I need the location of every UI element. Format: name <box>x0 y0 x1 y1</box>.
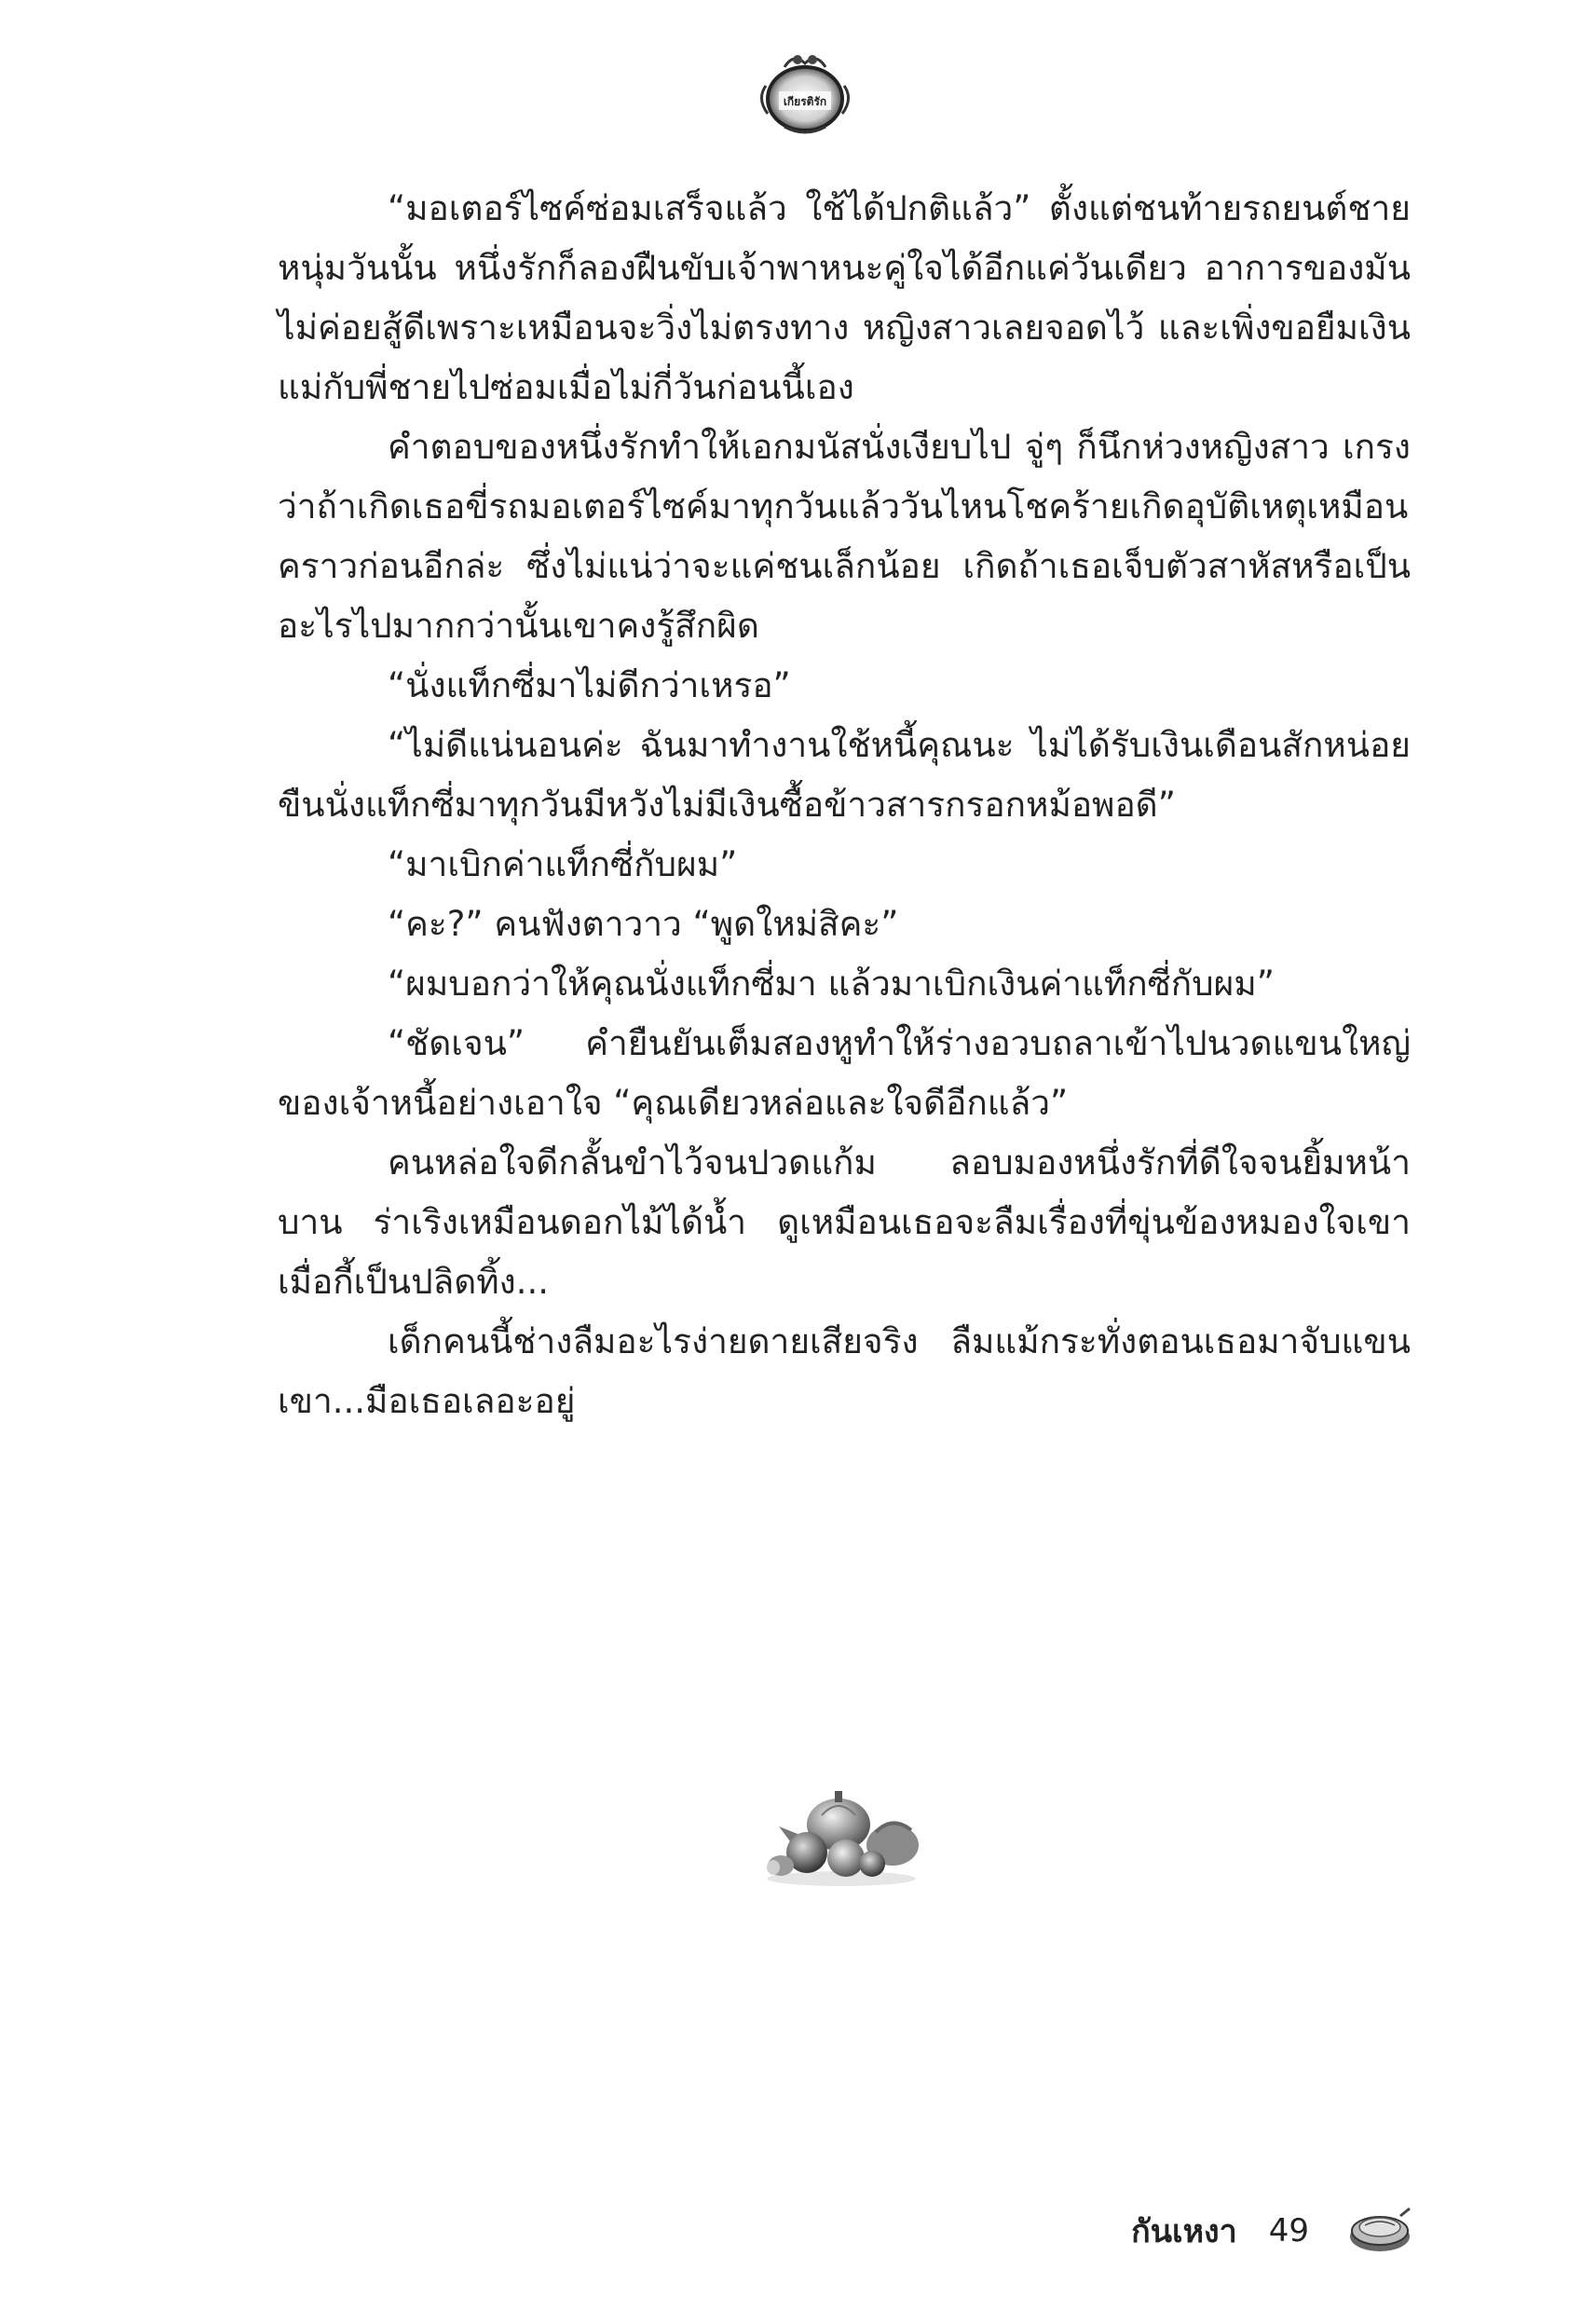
paragraph-1: “มอเตอร์ไซค์ซ่อมเสร็จแล้ว ใช้ได้ปกติแล้ว” ตั้งแต่ชนท้ายรถยนต์ชายหนุ่มวันนั้น หนึ่งรักก็ลองฝืนขับเจ้าพาหนะคู่ใจได้อีกแค่วันเดียว อาการของมันไม่ค่อยสู้ดีเพราะเหมือนจะวิ่งไม่ตรงทาง หญิงสาวเลยจอดไว้ และเพิ่งขอยืมเงินแม่กับพี่ชายไปซ่อมเมื่อไม่กี่วันก่อนนี้เอง <box>278 188 1411 407</box>
fruit-basket-icon <box>753 1778 930 1890</box>
story-text <box>278 179 1411 1431</box>
page-number: 49 <box>1268 2212 1309 2249</box>
paragraph-7: “ผมบอกว่าให้คุณนั่งแท็กซี่มา แล้วมาเบิกเงินค่าแท็กซี่กับผม” <box>388 964 1275 1004</box>
paragraph-2: คำตอบของหนึ่งรักทำให้เอกมนัสนั่งเงียบไป จู่ๆ ก็นึกห่วงหญิงสาว เกรงว่าถ้าเกิดเธอขี่รถมอเตอร์ไซค์มาทุกวันแล้ววันไหนโชคร้ายเกิดอุบัติเหตุเหมือนคราวก่อนอีกล่ะ ซึ่งไม่แน่ว่าจะแค่ชนเล็กน้อย เกิดถ้าเธอเจ็บตัวสาหัสหรือเป็นอะไรไปมากกว่านั้นเขาคงรู้สึกผิด <box>278 427 1411 646</box>
paragraph-9: คนหล่อใจดีกลั้นขำไว้จนปวดแก้ม ลอบมองหนึ่งรักที่ดีใจจนยิ้มหน้าบาน ร่าเริงเหมือนดอกไม้ได้น้ำ ดูเหมือนเธอจะลืมเรื่องที่ขุ่นข้องหมองใจเขาเมื่อกี้เป็นปลิดทิ้ง... <box>278 1142 1411 1302</box>
paragraph-8: “ชัดเจน” คำยืนยันเต็มสองหูทำให้ร่างอวบถลาเข้าไปนวดแขนใหญ่ของเจ้าหนี้อย่างเอาใจ “คุณเดียวหล่อและใจดีอีกแล้ว” <box>278 1023 1411 1123</box>
book-stack-icon <box>1346 2205 1413 2257</box>
paragraph-5: “มาเบิกค่าแท็กซี่กับผม” <box>388 844 738 884</box>
footer-book-title: กันเหงา <box>1131 2213 1237 2250</box>
book-title-emblem-icon <box>757 48 853 138</box>
paragraph-10: เด็กคนนี้ช่างลืมอะไรง่ายดายเสียจริง ลืมแม้กระทั่งตอนเธอมาจับแขนเขา...มือเธอเลอะอยู่ <box>278 1321 1411 1421</box>
svg-text:เกียรติรัก: เกียรติรัก <box>783 95 827 108</box>
page-footer <box>1131 2201 1413 2261</box>
paragraph-4: “ไม่ดีแน่นอนค่ะ ฉันมาทำงานใช้หนี้คุณนะ ไม่ได้รับเงินเดือนสักหน่อย ขืนนั่งแท็กซี่มาทุกวันมีหวังไม่มีเงินซื้อข้าวสารกรอกหม้อพอดี” <box>278 725 1411 825</box>
paragraph-6: “คะ?” คนฟังตาวาว “พูดใหม่สิคะ” <box>388 904 899 944</box>
paragraph-3: “นั่งแท็กซี่มาไม่ดีกว่าเหรอ” <box>388 665 791 705</box>
